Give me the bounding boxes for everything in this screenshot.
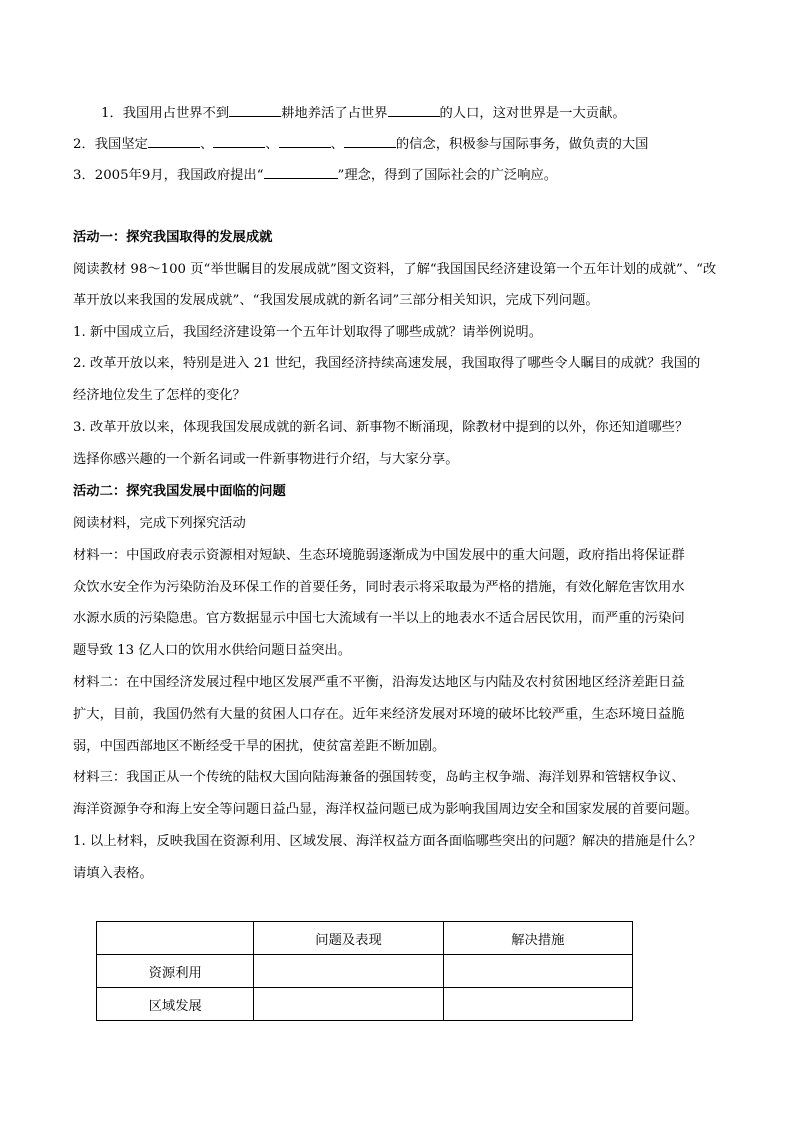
q3-blank[interactable] xyxy=(264,164,338,179)
q2-sep-1: 、 xyxy=(199,137,214,152)
table-row xyxy=(97,988,633,1021)
q3-prefix: 3．2005年9月，我国政府提出“ xyxy=(73,168,264,183)
material2-line-2: 扩大，目前，我国仍然有大量的贫困人口存在。近年来经济发展对环境的破坏比较严重，生态环境日益脆 xyxy=(73,707,685,722)
q2-blank-2[interactable] xyxy=(213,133,265,148)
material2-line-1: 材料二：在中国经济发展过程中地区发展严重不平衡，沿海发达地区与内陆及农村贫困地区经济差距日益 xyxy=(73,675,685,690)
activity1-question-3-line-1: 3. 改革开放以来，体现我国发展成就的新名词、新事物不断涌现，除教材中提到的以外，你还知道哪些？ xyxy=(73,420,689,435)
row-label-region: 区域发展 xyxy=(97,988,254,1021)
q3-suffix: ”理念，得到了国际社会的广泛响应。 xyxy=(337,168,558,183)
activity1-question-2-line-1: 2. 改革开放以来，特别是进入 21 世纪，我国经济持续高速发展，我国取得了哪些令人瞩目的成就？我国的 xyxy=(73,356,701,371)
fill-question-1 xyxy=(101,102,761,124)
activity2-question-1-line-2: 请填入表格。 xyxy=(73,866,153,881)
table-header-corner xyxy=(97,922,254,955)
q2-prefix: 2．我国坚定 xyxy=(73,137,148,152)
answer-cell-measure[interactable] xyxy=(443,988,632,1021)
fill-question-3 xyxy=(73,164,733,186)
activity1-intro-line-2: 革开放以来我国的发展成就”、“我国发展成就的新名词”三部分相关知识，完成下列问题。 xyxy=(73,293,599,308)
activity1-intro-line-1: 阅读教材 98～100 页“举世瞩目的发展成就”图文资料，了解“我国国民经济建设第一个五年计划的成就”、“改 xyxy=(73,262,717,277)
q1-suffix: 的人口，这对世界是一大贡献。 xyxy=(439,106,626,121)
answer-table xyxy=(96,921,633,1021)
q2-sep-2: 、 xyxy=(265,137,279,152)
activity2-question-1-line-1: 1. 以上材料，反映我国在资源利用、区域发展、海洋权益方面各面临哪些突出的问题？解决的措施是什么？ xyxy=(73,834,702,849)
activity2-title: 活动二：探究我国发展中面临的问题 xyxy=(73,484,286,499)
material3-line-2: 海洋资源争夺和海上安全等问题日益凸显，海洋权益问题已成为影响我国周边安全和国家发展的首要问题。 xyxy=(73,802,698,817)
q2-sep-3: 、 xyxy=(330,137,344,152)
material1-line-3: 水源水质的污染隐患。官方数据显示中国七大流域有一半以上的地表水不适合居民饮用，而严重的污染问 xyxy=(73,611,685,626)
activity1-title: 活动一：探究我国取得的发展成就 xyxy=(73,230,273,245)
activity1-question-1: 1. 新中国成立后，我国经济建设第一个五年计划取得了哪些成就？请举例说明。 xyxy=(73,325,543,340)
material1-line-1: 材料一：中国政府表示资源相对短缺、生态环境脆弱逐渐成为中国发展中的重大问题，政府指出将保证群 xyxy=(73,548,685,563)
material1-line-4: 题导致 13 亿人口的饮用水供给问题日益突出。 xyxy=(73,643,352,658)
material2-line-3: 弱，中国西部地区不断经受干旱的困扰，使贫富差距不断加剧。 xyxy=(73,739,446,754)
q1-blank-1[interactable] xyxy=(229,102,281,117)
fill-question-2 xyxy=(73,133,733,155)
material1-line-2: 众饮水安全作为污染防治及环保工作的首要任务，同时表示将采取最为严格的措施，有效化解危害饮用水 xyxy=(73,580,685,595)
answer-cell-problem[interactable] xyxy=(254,955,443,988)
answer-cell-problem[interactable] xyxy=(254,988,443,1021)
q2-blank-4[interactable] xyxy=(344,133,396,148)
q1-prefix: 1．我国用占世界不到 xyxy=(101,106,230,121)
row-label-resource: 资源利用 xyxy=(97,955,254,988)
q2-suffix: 的信念，积极参与国际事务，做负责的大国 xyxy=(395,137,649,152)
q2-blank-3[interactable] xyxy=(279,133,331,148)
q1-middle: 耕地养活了占世界 xyxy=(281,106,388,121)
answer-cell-measure[interactable] xyxy=(443,955,632,988)
activity2-intro: 阅读材料，完成下列探究活动 xyxy=(73,516,246,531)
q2-blank-1[interactable] xyxy=(148,133,200,148)
activity1-question-3-line-2: 选择你感兴趣的一个新名词或一件新事物进行介绍，与大家分享。 xyxy=(73,452,459,467)
activity1-question-2-line-2: 经济地位发生了怎样的变化？ xyxy=(73,388,246,403)
q1-blank-2[interactable] xyxy=(388,102,440,117)
material3-line-1: 材料三：我国正从一个传统的陆权大国向陆海兼备的强国转变，岛屿主权争端、海洋划界和管辖权争议、 xyxy=(73,770,685,785)
table-header-problem: 问题及表现 xyxy=(254,922,443,955)
table-header-measure: 解决措施 xyxy=(443,922,632,955)
table-header-row xyxy=(97,922,633,955)
table-row xyxy=(97,955,633,988)
